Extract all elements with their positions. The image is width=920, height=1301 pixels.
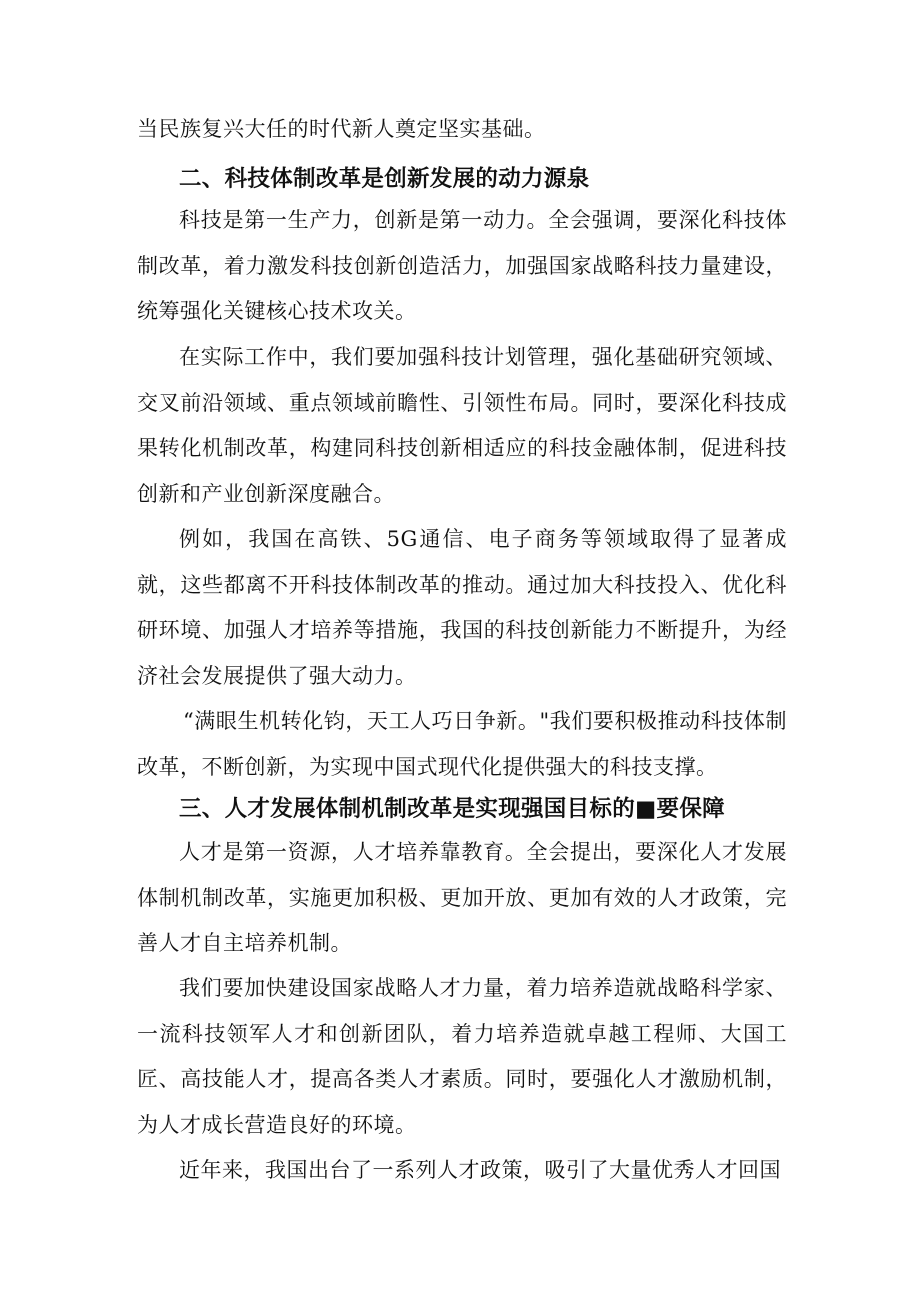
paragraph-truncated: 近年来，我国出台了一系列人才政策，吸引了大量优秀人才回国 (179, 1158, 781, 1182)
quote-paragraph: “满眼生机转化钧，天工人巧日争新。"我们要积极推动科技体制改革，不断创新，为实现中国式现代化提供强大的科技支撑。 (137, 709, 787, 779)
paragraph: 我们要加快建设国家战略人才力量，着力培养造就战略科学家、一流科技领军人才和创新团队，着力培养造就卓越工程师、大国工匠、高技能人才，提高各类人才素质。同时，要强化人才激励机制，为人才成长营造良好的环境。 (137, 976, 787, 1137)
paragraph: 人才是第一资源，人才培养靠教育。全会提出，要深化人才发展体制机制改革，实施更加积极、更加开放、更加有效的人才政策，完善人才自主培养机制。 (137, 840, 787, 955)
section-heading-3: 三、人才发展体制机制改革是实现强国目标的■要保障 (179, 796, 725, 822)
paragraph: 在实际工作中，我们要加强科技计划管理，强化基础研究领域、交叉前沿领域、重点领域前瞻性、引领性布局。同时，要深化科技成果转化机制改革，构建同科技创新相适应的科技金融体制，促进科技创新和产业创新深度融合。 (137, 345, 787, 506)
paragraph-continuation: 当民族复兴大任的时代新人奠定坚实基础。 (137, 117, 546, 141)
section-heading-2: 二、科技体制改革是创新发展的动力源泉 (179, 166, 590, 192)
paragraph: 科技是第一生产力，创新是第一动力。全会强调，要深化科技体制改革，着力激发科技创新创造活力，加强国家战略科技力量建设，统筹强化关键核心技术攻关。 (137, 208, 787, 323)
paragraph: 例如，我国在高铁、5G通信、电子商务等领域取得了显著成就，这些都离不开科技体制改革的推动。通过加大科技投入、优化科研环境、加强人才培养等措施，我国的科技创新能力不断提升，为经济社会发展提供了强大动力。 (137, 527, 787, 688)
